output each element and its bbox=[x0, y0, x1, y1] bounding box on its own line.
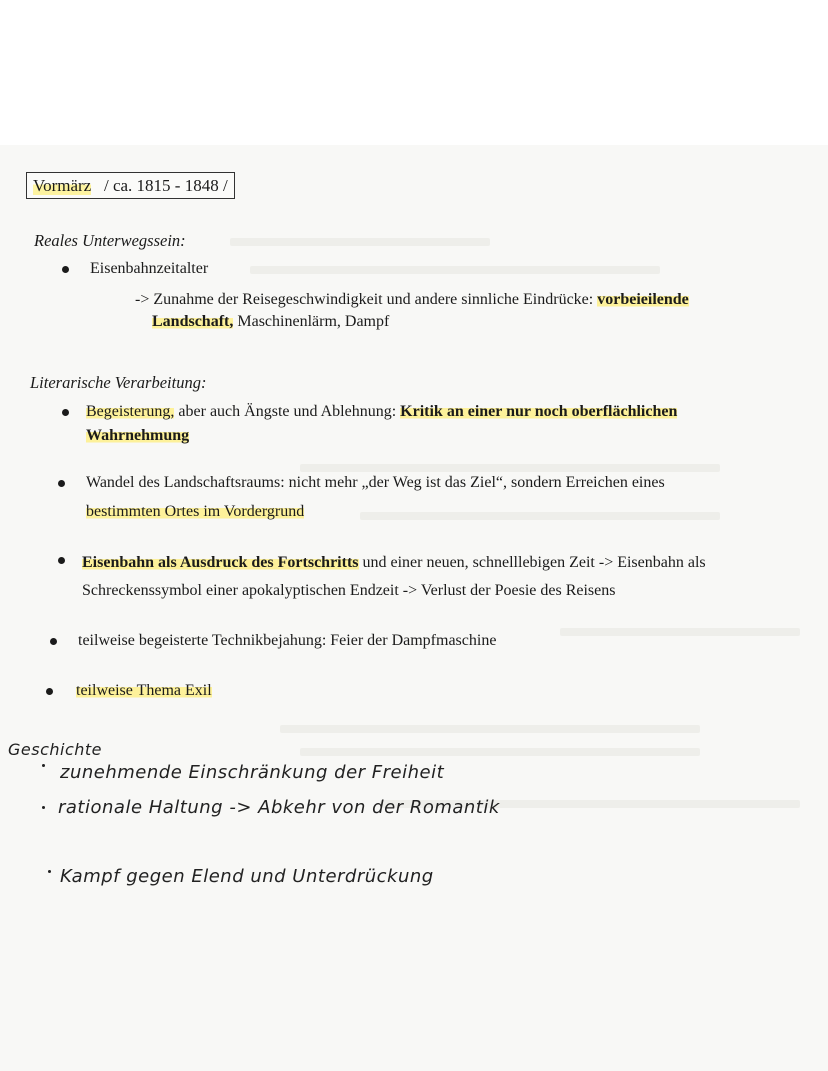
bleed-through bbox=[360, 512, 720, 520]
bullet-wandel-line2: bestimmten Ortes im Vordergrund bbox=[86, 503, 305, 520]
bullet-dot bbox=[58, 557, 65, 564]
sub-point-line1: -> Zunahme der Reisegeschwindigkeit und andere sinnliche Eindrücke: vorbeieilende bbox=[135, 291, 689, 308]
handwritten-item: zunehmende Einschränkung der Freiheit bbox=[60, 762, 445, 783]
bullet-dot bbox=[62, 409, 69, 416]
bullet-wandel-line1: Wandel des Landschaftsraums: nicht mehr „der Weg ist das Ziel“, sondern Erreichen eines bbox=[86, 474, 665, 491]
bleed-through bbox=[230, 238, 490, 246]
title-label: Vormärz bbox=[33, 176, 92, 195]
bullet-dot bbox=[46, 688, 53, 695]
handwritten-item: rationale Haltung -> Abkehr von der Romantik bbox=[58, 797, 500, 818]
bullet-eisenbahn-line2: Schreckenssymbol einer apokalyptischen Endzeit -> Verlust der Poesie des Reisens bbox=[82, 582, 616, 599]
handwritten-bullet bbox=[42, 764, 45, 767]
bleed-through bbox=[300, 748, 700, 756]
section-heading-reales: Reales Unterwegssein: bbox=[34, 231, 186, 250]
bullet-eisenbahnzeitalter: Eisenbahnzeitalter bbox=[90, 260, 209, 277]
title-date: / ca. 1815 - 1848 / bbox=[103, 176, 228, 195]
bleed-through bbox=[300, 464, 720, 472]
handwritten-bullet bbox=[42, 806, 45, 809]
bullet-dot bbox=[58, 480, 65, 487]
background-top bbox=[0, 0, 828, 150]
bullet-dot bbox=[62, 266, 69, 273]
bullet-begeisterung-line1: Begeisterung, aber auch Ängste und Ablehnung: Kritik an einer nur noch oberflächlichen bbox=[86, 403, 678, 420]
bleed-through bbox=[560, 628, 800, 636]
handwritten-heading: Geschichte bbox=[8, 740, 103, 759]
bullet-dot bbox=[50, 638, 57, 645]
handwritten-item: Kampf gegen Elend und Unterdrückung bbox=[60, 866, 434, 887]
bleed-through bbox=[280, 725, 700, 733]
sub-point-line2: Landschaft, Maschinenlärm, Dampf bbox=[152, 313, 390, 330]
bullet-exil: teilweise Thema Exil bbox=[76, 682, 212, 699]
bullet-begeisterung-line2: Wahrnehmung bbox=[86, 427, 190, 444]
paper-sheet bbox=[0, 145, 828, 1071]
bleed-through bbox=[250, 266, 660, 274]
bullet-eisenbahn-line1: Eisenbahn als Ausdruck des Fortschritts und einer neuen, schnelllebigen Zeit -> Eisenbahn als bbox=[82, 554, 706, 571]
handwritten-bullet bbox=[48, 870, 51, 873]
section-heading-literarisch: Literarische Verarbeitung: bbox=[30, 373, 207, 392]
bullet-technikbejahung: teilweise begeisterte Technikbejahung: Feier der Dampfmaschine bbox=[78, 632, 497, 649]
title-box bbox=[26, 172, 235, 199]
